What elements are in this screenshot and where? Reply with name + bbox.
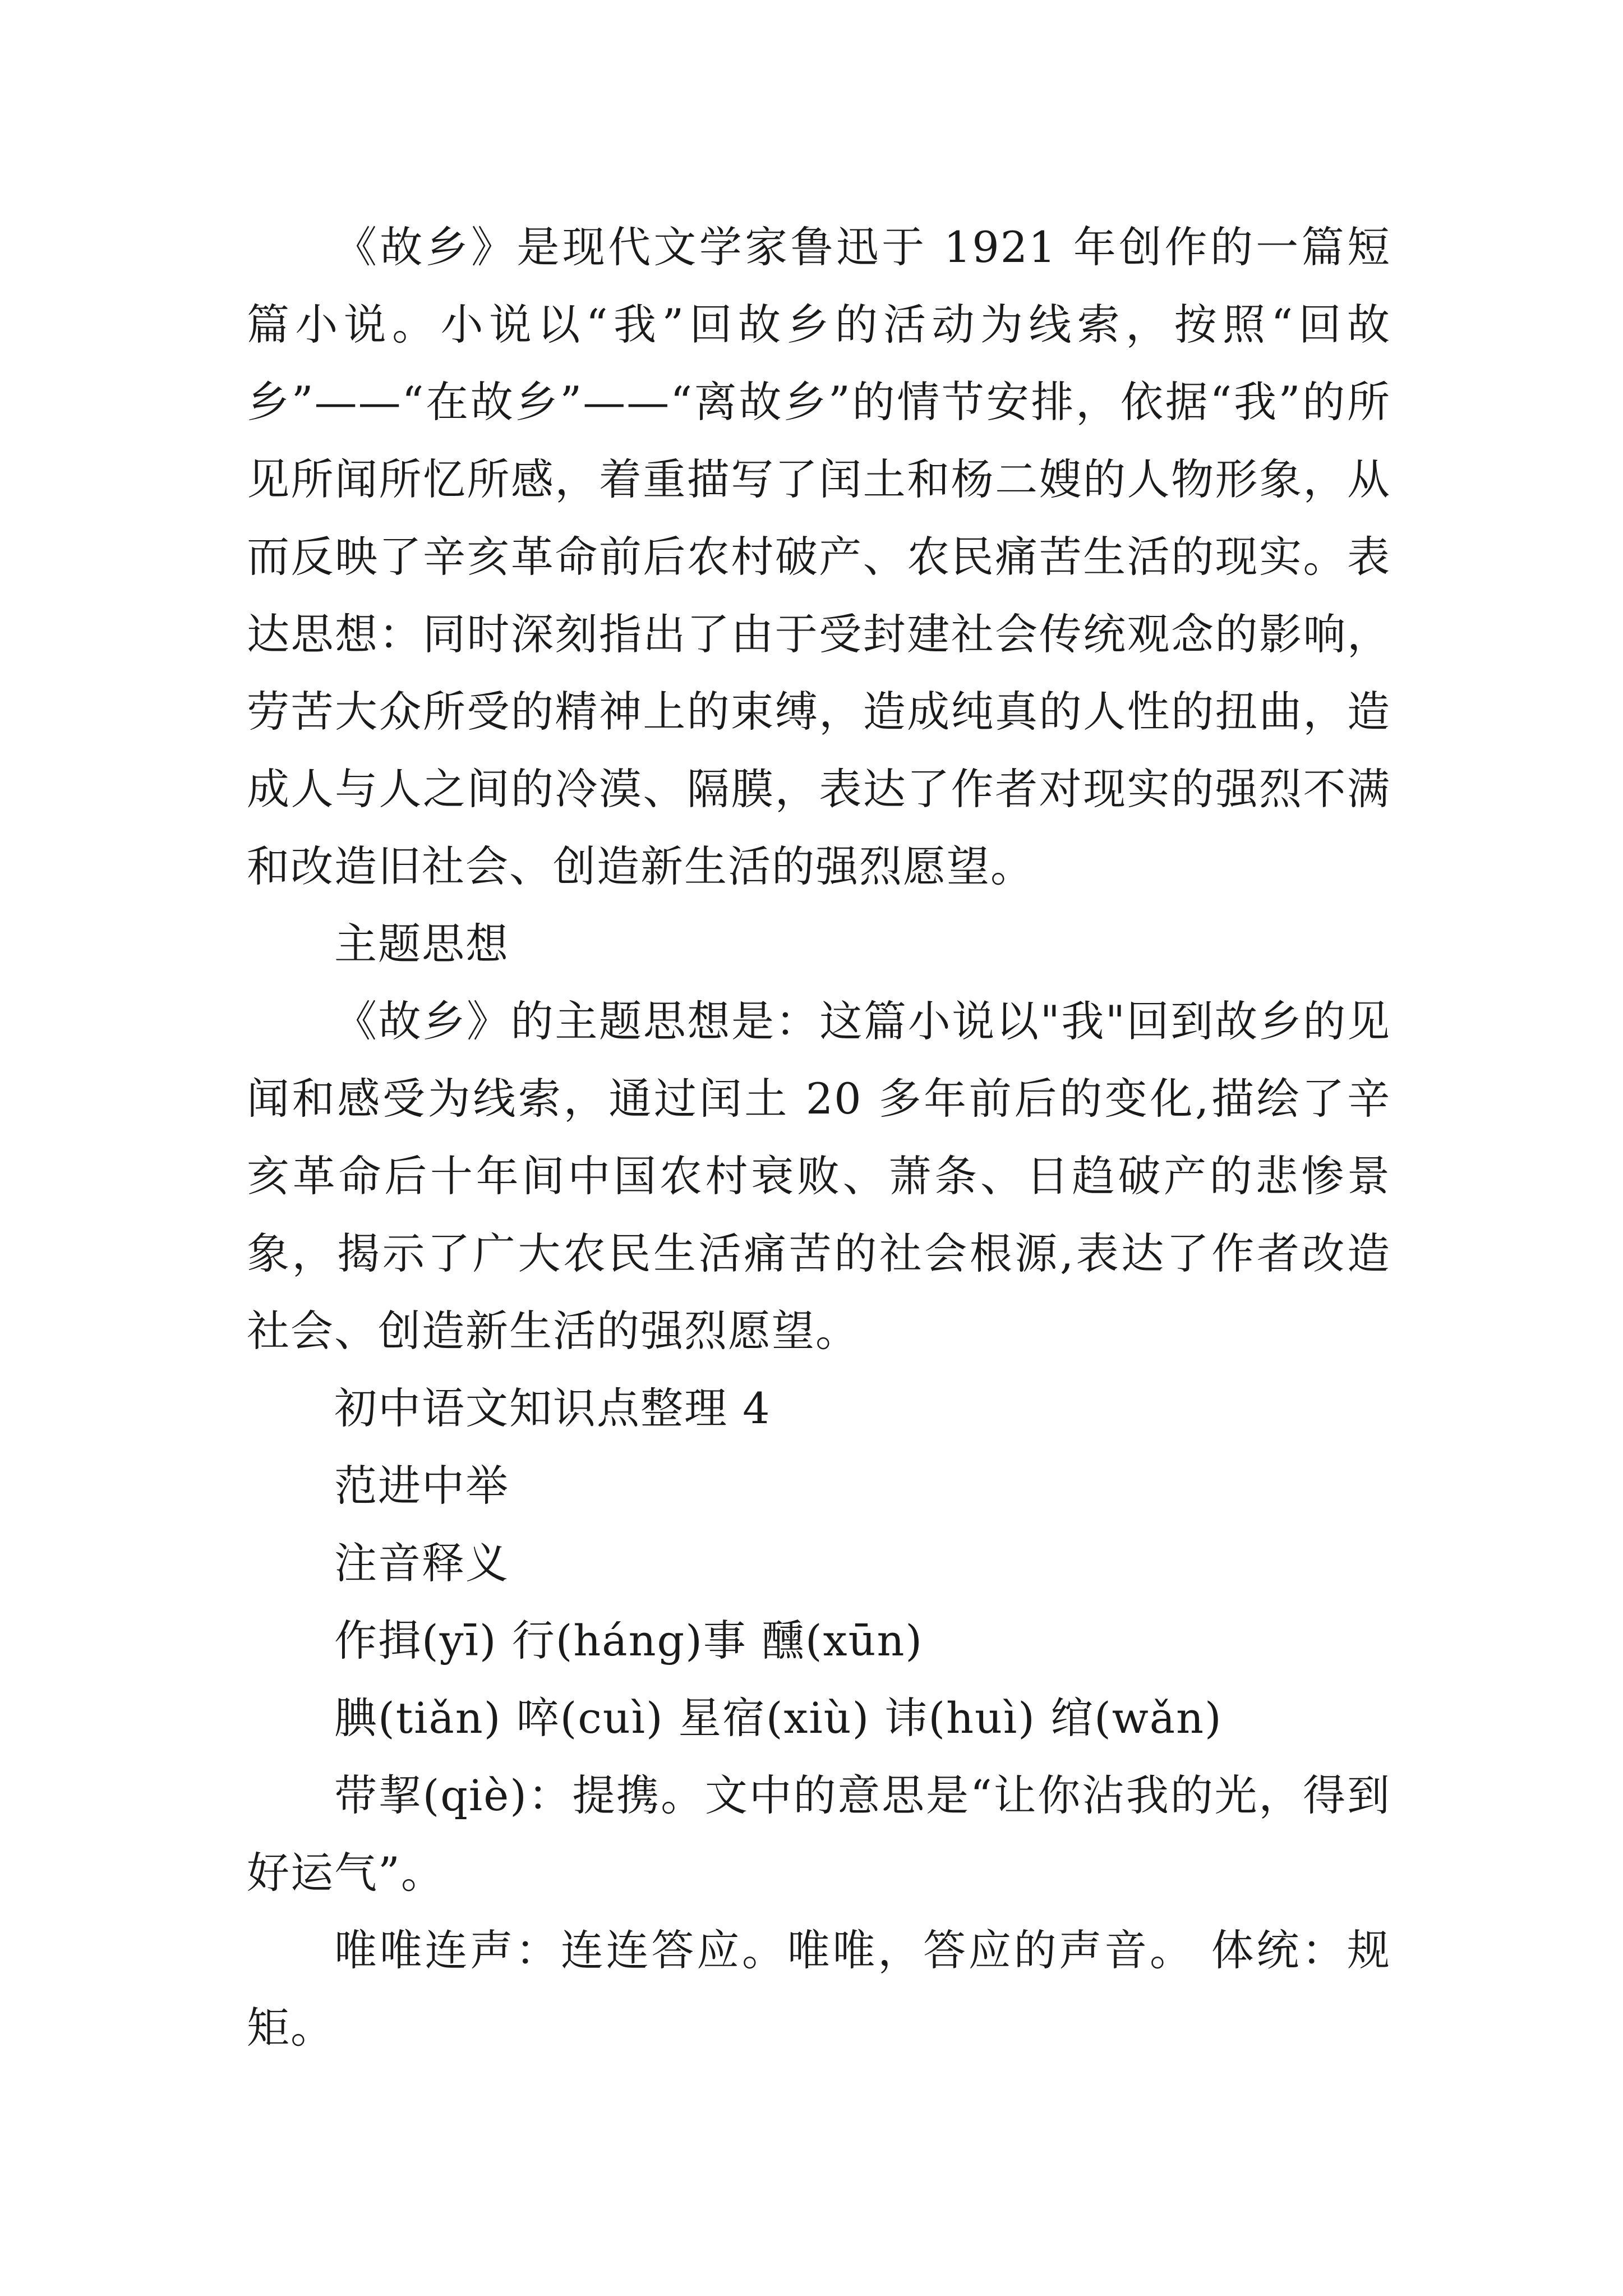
pronunciation-line-2: 腆(tiǎn) 啐(cuì) 星宿(xiù) 讳(huì) 绾(wǎn) xyxy=(334,1693,1223,1743)
pronunciation-line-1: 作揖(yī) 行(háng)事 醺(xūn) xyxy=(334,1616,924,1665)
definition-weiwei: 唯唯连声：连连答应。唯唯，答应的声音。 体统：规矩。 xyxy=(247,1925,1391,2053)
definition-daiqie: 带挈(qiè)：提携。文中的意思是“让你沾我的光，得到好运气”。 xyxy=(247,1770,1391,1898)
document-body xyxy=(247,209,1391,2067)
heading-knowledge-points: 初中语文知识点整理 4 xyxy=(334,1383,771,1433)
heading-pronunciation: 注音释义 xyxy=(334,1538,509,1588)
heading-fanjin-zhongju: 范进中举 xyxy=(334,1461,509,1511)
heading-theme: 主题思想 xyxy=(334,919,509,969)
paragraph-theme: 《故乡》的主题思想是：这篇小说以"我"回到故乡的见闻和感受为线索，通过闰土 20 多年前后的变化,描绘了辛亥革命后十年间中国农村衰败、萧条、日趋破产的悲惨景象，揭示了广大农民生活痛苦的社会根源,表达了作者改造社会、创造新生活的强烈愿望。 xyxy=(247,996,1391,1356)
paragraph-story-summary: 《故乡》是现代文学家鲁迅于 1921 年创作的一篇短篇小说。小说以“我”回故乡的活动为线索，按照“回故乡”——“在故乡”——“离故乡”的情节安排，依据“我”的所见所闻所忆所感，着重描写了闰土和杨二嫂的人物形象，从而反映了辛亥革命前后农村破产、农民痛苦生活的现实。表达思想：同时深刻指出了由于受封建社会传统观念的影响，劳苦大众所受的精神上的束缚，造成纯真的人性的扭曲，造成人与人之间的冷漠、隔膜，表达了作者对现实的强烈不满和改造旧社会、创造新生活的强烈愿望。 xyxy=(247,222,1391,891)
